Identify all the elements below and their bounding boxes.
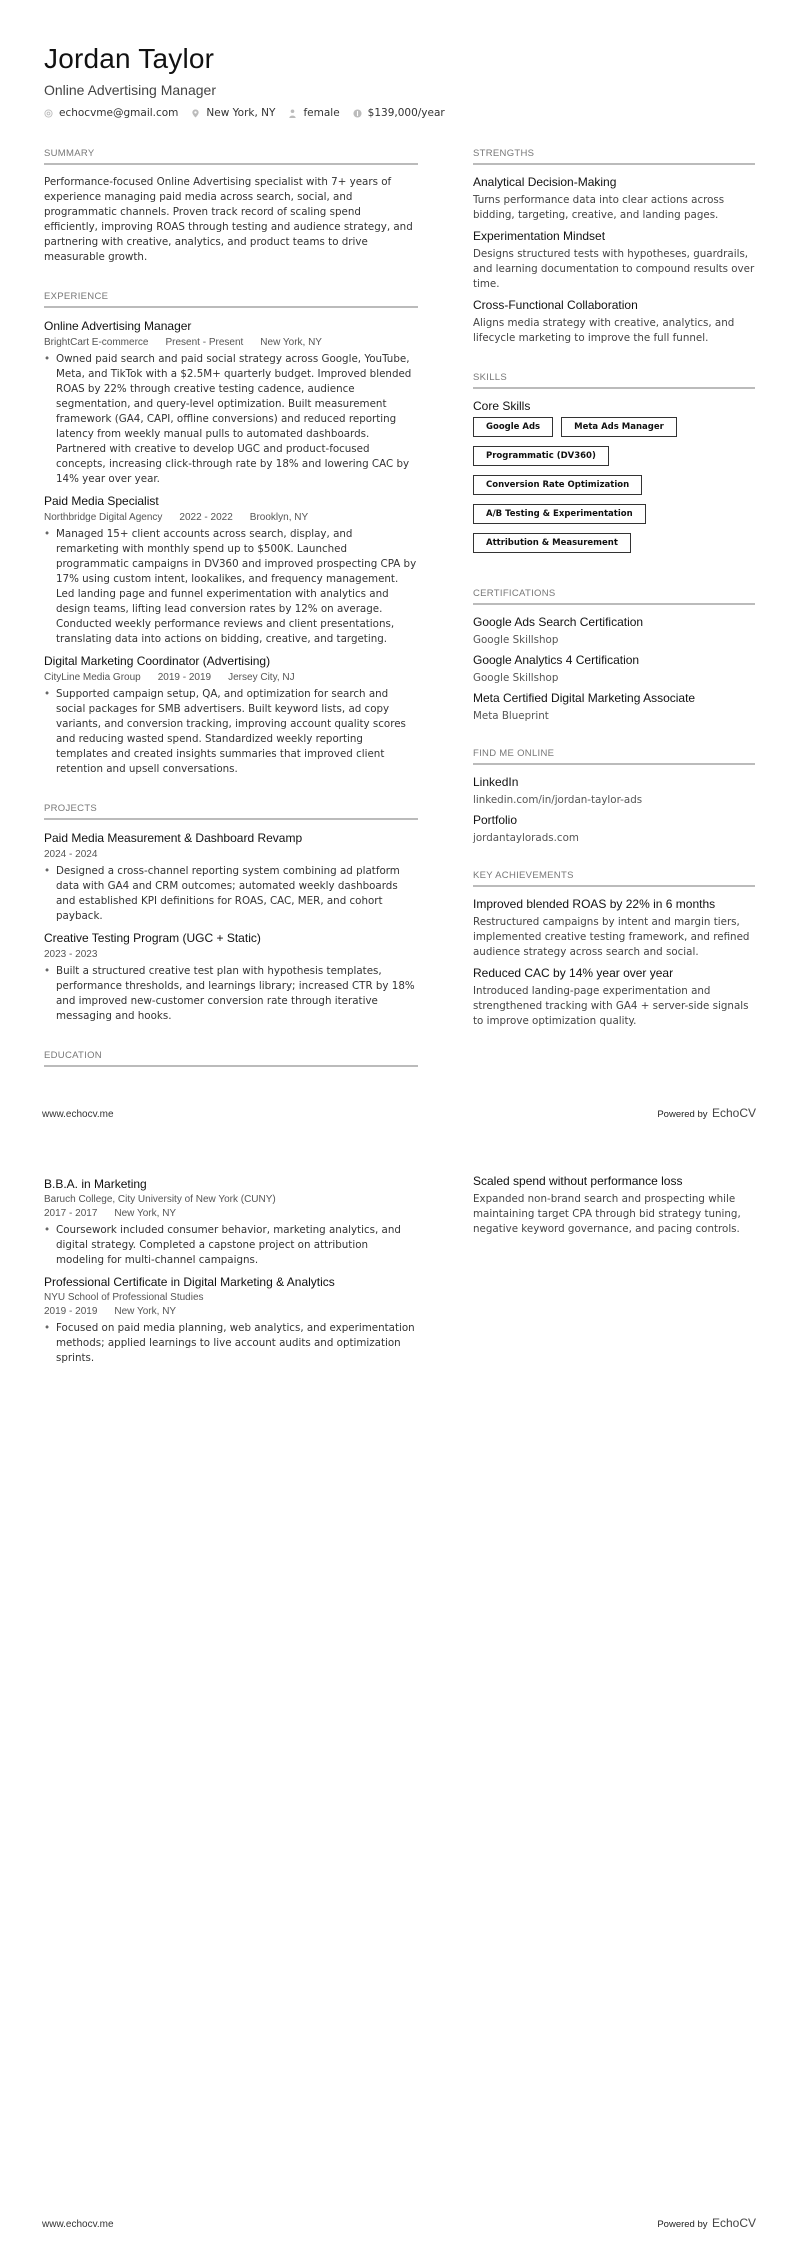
online-section — [473, 748, 755, 844]
company: CityLine Media Group — [44, 672, 141, 683]
section-title: SKILLS — [473, 372, 755, 389]
at-icon — [44, 109, 53, 118]
skill-chip: A/B Testing & Experimentation — [473, 504, 646, 524]
degree: Professional Certificate in Digital Marketing & Analytics — [44, 1275, 335, 1289]
achievement-item — [473, 897, 755, 960]
job-meta — [44, 337, 418, 348]
strength-item — [473, 175, 755, 223]
strength-item — [473, 298, 755, 346]
location-pin-icon — [191, 109, 200, 118]
resume-page-2 — [0, 1146, 794, 2246]
school — [44, 1292, 418, 1303]
project-bullet: • Designed a cross-channel reporting system combining ad platform data with GA4 and CRM outcomes; automated weekly dashboards and established KPI definitions for ROAS, CAC, MER, and cohort payback. — [44, 864, 418, 924]
resume-header — [44, 42, 458, 119]
location: New York, NY — [114, 1306, 177, 1317]
right-column-continued — [473, 1174, 755, 1243]
cert-issuer: Meta Blueprint — [473, 710, 549, 722]
skill-chips — [473, 417, 755, 562]
contact-row — [44, 107, 458, 119]
cert-name: Google Ads Search Certification — [473, 615, 644, 629]
achievement-name: Reduced CAC by 14% year over year — [473, 966, 674, 980]
job-bullet: • Supported campaign setup, QA, and optimization for search and social packages for SMB advertisers. Built keyword lists, ad copy variants, and conversion tracking, improving account quality scores and reducing wasted spend. Standardized weekly reporting templates and created insights summaries that improved client retention and upsell conversations. — [44, 687, 418, 777]
cert-item — [473, 615, 755, 646]
skills-section — [473, 372, 755, 562]
location: New York, NY — [114, 1208, 177, 1219]
candidate-headline: Online Advertising Manager — [44, 82, 216, 98]
person-icon — [288, 109, 297, 118]
achievement-desc: Expanded non-brand search and prospecting while maintaining target CPA through bid strategy tuning, negative keyword governance, and pacing controls. — [473, 1193, 741, 1235]
section-title: KEY ACHIEVEMENTS — [473, 870, 755, 887]
job-bullet: • Managed 15+ client accounts across search, display, and remarketing with monthly spend up to $500K. Launched programmatic campaigns in DV360 and improved prospecting CPA by 17% using custom intent, lookalikes, and frequency management. Led landing page and funnel experimentation with analytics and design teams, lifting lead conversion rates by 12% on average. Conducted weekly performance reviews and client presentations, translating data into actions on bidding, creative, and targeting. — [44, 527, 418, 647]
skill-chip: Meta Ads Manager — [561, 417, 677, 437]
strength-desc: Aligns media strategy with creative, analytics, and lifecycle marketing to improve the full funnel. — [473, 317, 735, 344]
education-meta — [44, 1306, 418, 1317]
project-bullet: • Built a structured creative test plan with hypothesis templates, performance thresholds, and learnings library; increased CTR by 18% and improved new-customer conversion rate through iterative messaging and hooks. — [44, 964, 418, 1024]
project-item — [44, 930, 418, 1024]
salary-text: $139,000/year — [367, 107, 445, 119]
strength-desc: Designs structured tests with hypotheses, guardrails, and learning documentation to compound results over time. — [473, 248, 755, 290]
degree: B.B.A. in Marketing — [44, 1177, 147, 1191]
powered-by-label: Powered by — [657, 1109, 708, 1120]
job-title: Digital Marketing Coordinator (Advertising) — [44, 654, 271, 668]
brand-logo: EchoCV — [711, 2216, 756, 2230]
education-bullet: • Focused on paid media planning, web analytics, and experimentation methods; applied learnings to live account audits and optimization sprints. — [44, 1321, 418, 1366]
email-text: echocvme@gmail.com — [59, 107, 179, 119]
linkedin-link[interactable]: linkedin.com/in/jordan-taylor-ads — [473, 794, 643, 806]
job-title: Paid Media Specialist — [44, 494, 159, 508]
cert-issuer: Google Skillshop — [473, 634, 559, 646]
location: Brooklyn, NY — [249, 512, 309, 523]
summary-section — [44, 148, 418, 265]
experience-item — [44, 653, 418, 777]
section-title: SUMMARY — [44, 148, 418, 165]
strength-item — [473, 229, 755, 292]
portfolio-link[interactable]: jordantaylorads.com — [473, 832, 579, 844]
achievement-desc: Introduced landing-page experimentation and strengthened tracking with GA4 + server-side signals to improve optimization quality. — [473, 985, 749, 1027]
footer-url[interactable]: www.echocv.me — [42, 1109, 114, 1120]
strength-desc: Turns performance data into clear actions across bidding, targeting, creative, and landing pages. — [473, 194, 725, 221]
brand-logo: EchoCV — [711, 1106, 756, 1120]
education-section-header — [44, 1050, 418, 1067]
cert-item — [473, 653, 755, 684]
section-title: PROJECTS — [44, 803, 418, 820]
projects-section — [44, 803, 418, 1024]
powered-by[interactable] — [657, 1104, 756, 1122]
skill-chip: Google Ads — [473, 417, 553, 437]
company: Northbridge Digital Agency — [44, 512, 163, 523]
company: BrightCart E-commerce — [44, 337, 149, 348]
powered-by-label: Powered by — [657, 2219, 708, 2230]
strength-name: Experimentation Mindset — [473, 229, 606, 243]
location: New York, NY — [260, 337, 322, 348]
contact-salary — [353, 107, 445, 119]
dates: 2019 - 2019 — [157, 672, 212, 683]
experience-item — [44, 318, 418, 487]
contact-location — [191, 107, 275, 119]
cert-issuer: Google Skillshop — [473, 672, 559, 684]
achievement-name: Improved blended ROAS by 22% in 6 months — [473, 897, 716, 911]
project-meta — [44, 849, 418, 860]
section-title: FIND ME ONLINE — [473, 748, 755, 765]
experience-section — [44, 291, 418, 777]
skill-chip: Programmatic (DV360) — [473, 446, 609, 466]
powered-by[interactable] — [657, 2214, 756, 2232]
project-meta — [44, 949, 418, 960]
project-name: Creative Testing Program (UGC + Static) — [44, 931, 261, 945]
dates: 2017 - 2017 — [44, 1208, 98, 1219]
section-title: EXPERIENCE — [44, 291, 418, 308]
dates: 2023 - 2023 — [44, 949, 98, 960]
summary-text: Performance-focused Online Advertising specialist with 7+ years of experience managing paid media across search, social, and programmatic channels. Proven track record of scaling spend efficiently, improving ROAS through testing and audience strategy, and partnering with creative, analytics, and product teams to drive measurable growth. — [44, 176, 413, 263]
dates: 2022 - 2022 — [179, 512, 233, 523]
school-name: Baruch College, City University of New York (CUNY) — [44, 1194, 276, 1205]
online-item — [473, 813, 755, 844]
contact-gender — [288, 107, 339, 119]
school-name: NYU School of Professional Studies — [44, 1292, 204, 1303]
job-title: Online Advertising Manager — [44, 319, 192, 333]
online-label: LinkedIn — [473, 775, 519, 789]
achievement-name: Scaled spend without performance loss — [473, 1174, 683, 1188]
contact-email[interactable] — [44, 107, 178, 119]
right-column — [473, 148, 755, 1055]
education-item — [44, 1274, 418, 1366]
school — [44, 1194, 418, 1205]
location: Jersey City, NJ — [228, 672, 295, 683]
section-title: STRENGTHS — [473, 148, 755, 165]
section-title: CERTIFICATIONS — [473, 588, 755, 605]
dates: 2019 - 2019 — [44, 1306, 98, 1317]
certifications-section — [473, 588, 755, 722]
achievement-item — [473, 1174, 755, 1237]
candidate-name: Jordan Taylor — [44, 43, 215, 74]
dates: Present - Present — [165, 337, 244, 348]
achievement-item — [473, 966, 755, 1029]
left-column-continued — [44, 1176, 418, 1372]
cert-item — [473, 691, 755, 722]
page-footer — [42, 1104, 756, 1122]
strengths-section — [473, 148, 755, 346]
location-text: New York, NY — [206, 107, 276, 119]
online-label: Portfolio — [473, 813, 518, 827]
left-column — [44, 148, 418, 1093]
job-meta — [44, 672, 418, 683]
education-meta — [44, 1208, 418, 1219]
cert-name: Google Analytics 4 Certification — [473, 653, 640, 667]
skill-group-title: Core Skills — [473, 399, 531, 413]
skill-chip: Conversion Rate Optimization — [473, 475, 642, 495]
cert-name: Meta Certified Digital Marketing Associate — [473, 691, 696, 705]
job-bullet: • Owned paid search and paid social strategy across Google, YouTube, Meta, and TikTok with a $2.5M+ quarterly budget. Improved blended ROAS by 22% through creative testing cadence, audience segmentation, and query-level optimization. Built measurement framework (GA4, CAPI, offline conversions) and reduced reporting latency from weekly manual pulls to automated dashboards. Partnered with creative to develop UGC and product-focused concepts, increasing click-through rate by 18% and lowering CAC by 14% year over year. — [44, 352, 418, 487]
achievements-section — [473, 870, 755, 1029]
gender-text: female — [303, 107, 340, 119]
job-meta — [44, 512, 418, 523]
strength-name: Cross-Functional Collaboration — [473, 298, 638, 312]
dates: 2024 - 2024 — [44, 849, 98, 860]
education-bullet: • Coursework included consumer behavior, marketing analytics, and digital strategy. Completed a capstone project on attribution modeling for multi-channel campaigns. — [44, 1223, 418, 1268]
experience-item — [44, 493, 418, 647]
project-item — [44, 830, 418, 924]
skill-chip: Attribution & Measurement — [473, 533, 631, 553]
page-footer — [42, 2214, 756, 2232]
achievement-desc: Restructured campaigns by intent and margin tiers, implemented creative testing framework, and refined audience strategy across search and social. — [473, 916, 750, 958]
footer-url[interactable]: www.echocv.me — [42, 2219, 114, 2230]
salary-icon — [353, 109, 362, 118]
project-name: Paid Media Measurement & Dashboard Revamp — [44, 831, 303, 845]
strength-name: Analytical Decision-Making — [473, 175, 617, 189]
education-item — [44, 1176, 418, 1268]
online-item — [473, 775, 755, 806]
section-title: EDUCATION — [44, 1050, 418, 1067]
